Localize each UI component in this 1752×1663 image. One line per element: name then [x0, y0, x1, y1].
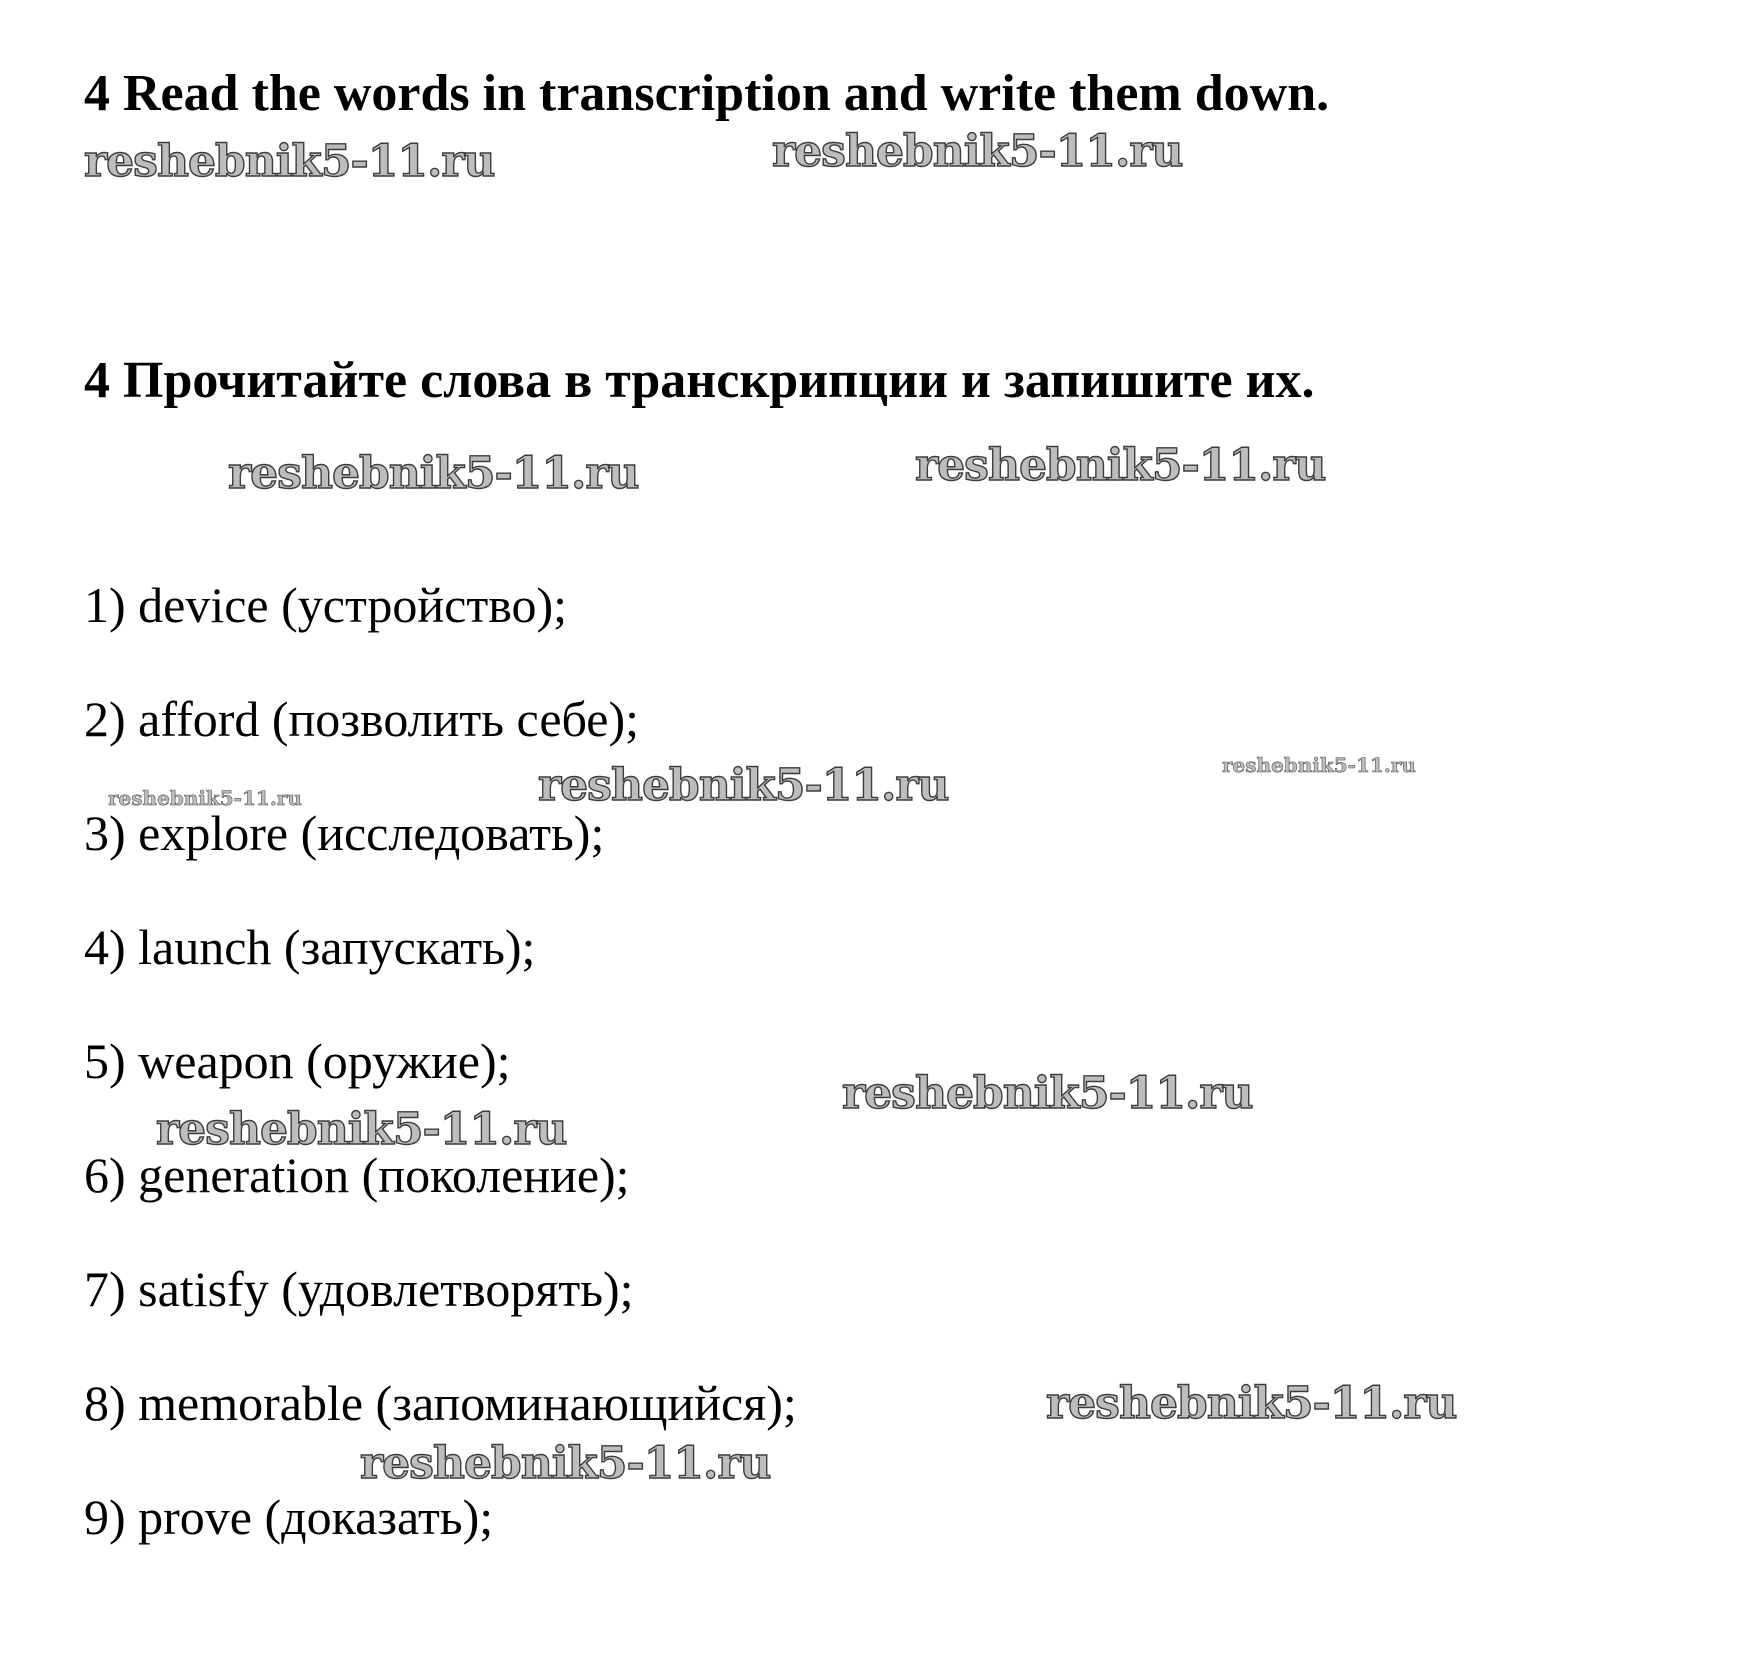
watermark: reshebnik5-11.ru [915, 440, 1326, 491]
answer-item: 4) launch (запускать); [84, 919, 536, 975]
watermark: reshebnik5-11.ru [156, 1104, 567, 1155]
watermark: reshebnik5-11.ru [1046, 1378, 1457, 1429]
answer-item: 2) afford (позволить себе); [84, 691, 640, 747]
watermark: reshebnik5-11.ru [842, 1068, 1253, 1119]
watermark: reshebnik5-11.ru [108, 786, 302, 810]
answer-item: 8) memorable (запоминающийся); [84, 1375, 797, 1431]
watermark: reshebnik5-11.ru [228, 448, 639, 499]
heading-english: 4 Read the words in transcription and write them down. [84, 65, 1330, 122]
answer-item: 9) prove (доказать); [84, 1489, 494, 1545]
watermark: reshebnik5-11.ru [360, 1438, 771, 1489]
answer-item: 3) explore (исследовать); [84, 805, 605, 861]
heading-russian: 4 Прочитайте слова в транскрипции и запишите их. [84, 352, 1315, 409]
answer-item: 5) weapon (оружие); [84, 1033, 511, 1089]
watermark: reshebnik5-11.ru [84, 136, 495, 187]
watermark: reshebnik5-11.ru [1222, 753, 1416, 777]
watermark: reshebnik5-11.ru [772, 126, 1183, 177]
answer-item: 6) generation (поколение); [84, 1147, 630, 1203]
watermark: reshebnik5-11.ru [538, 760, 949, 811]
answer-item: 7) satisfy (удовлетворять); [84, 1261, 634, 1317]
answer-item: 1) device (устройство); [84, 577, 568, 633]
